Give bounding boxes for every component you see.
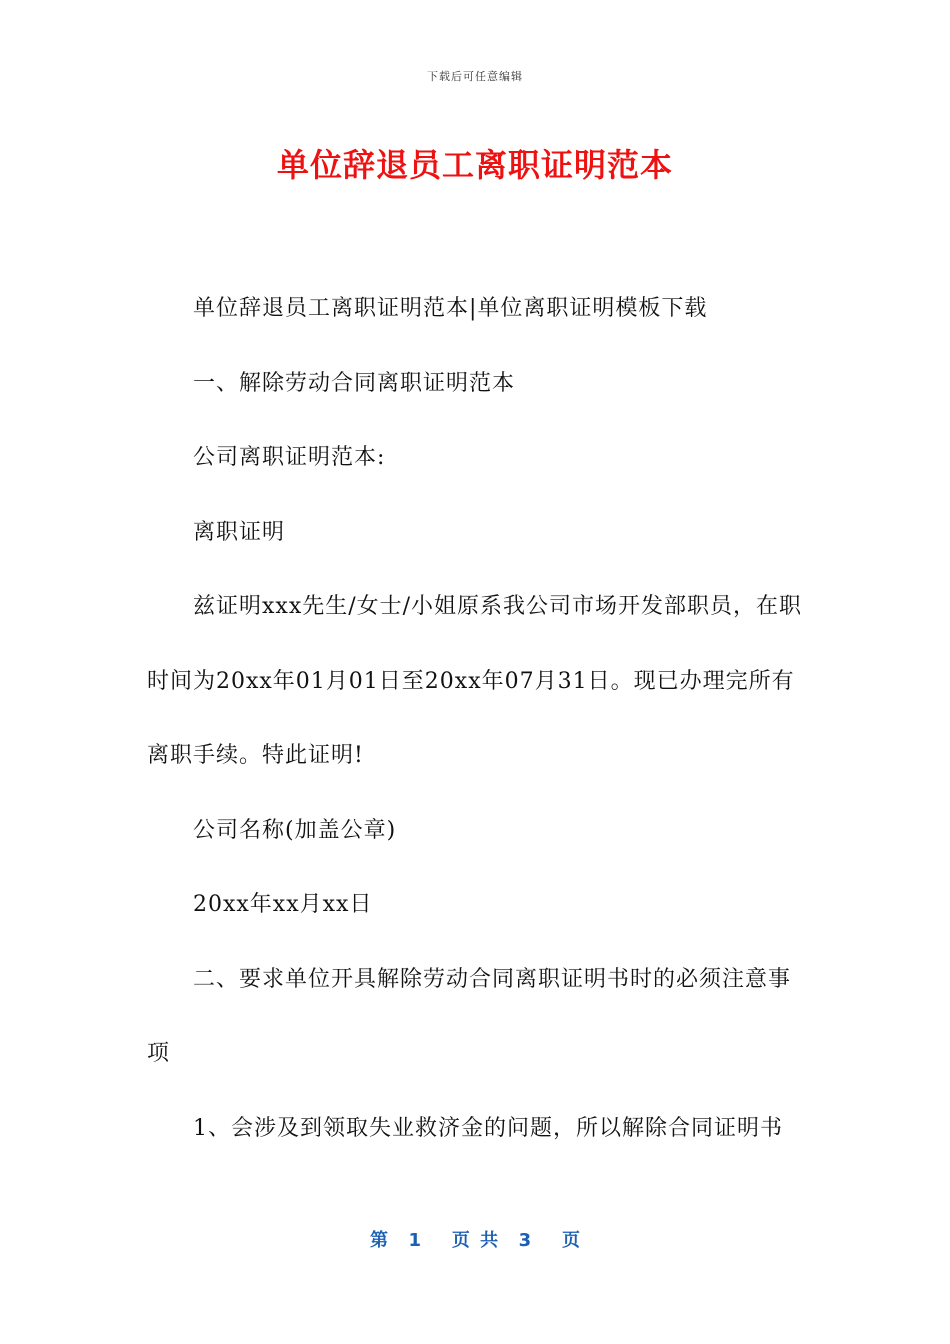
paragraph-section-2-heading: 二、要求单位开具解除劳动合同离职证明书时的必须注意事项 (147, 966, 792, 1066)
paragraph-company-seal: 公司名称(加盖公章) (193, 817, 397, 843)
paragraph-item-1: 1、会涉及到领取失业救济金的问题，所以解除合同证明书 (193, 1115, 783, 1141)
page-footer: 第 1 页 共 3 页 (370, 1230, 580, 1251)
paragraph-certificate-content: 兹证明xxx先生/女士/小姐原系我公司市场开发部职员，在职时间为20xx年01月01日至20xx年07月31日。现已办理完所有离职手续。特此证明! (147, 594, 803, 768)
paragraph-certificate-heading: 离职证明 (193, 519, 286, 545)
paragraph-date: 20xx年xx月xx日 (193, 892, 373, 917)
header-note: 下载后可任意编辑 (427, 70, 523, 83)
document-body (147, 272, 807, 1166)
paragraph-template-label: 公司离职证明范本: (193, 445, 386, 470)
paragraph-section-1-heading: 一、解除劳动合同离职证明范本 (193, 370, 516, 396)
paragraph-subtitle: 单位辞退员工离职证明范本|单位离职证明模板下载 (193, 296, 708, 321)
document-title: 单位辞退员工离职证明范本 (276, 146, 673, 184)
